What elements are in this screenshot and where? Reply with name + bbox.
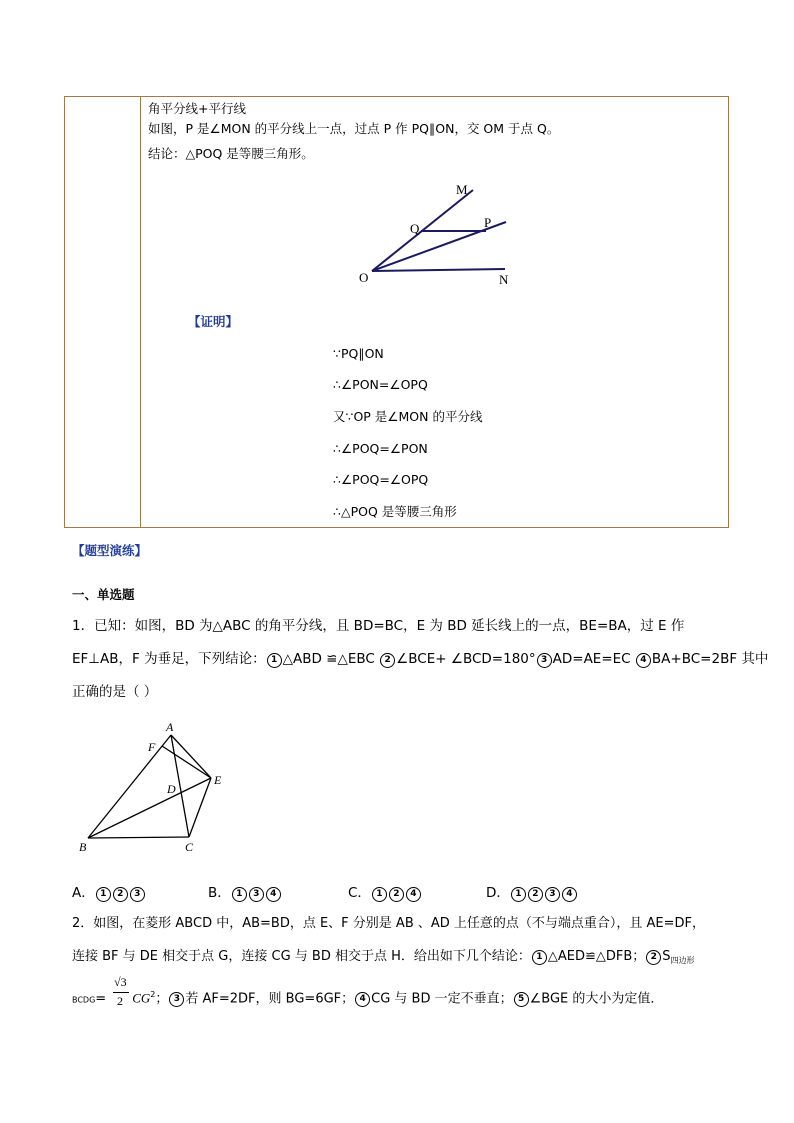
proof-line: ∴∠POQ=∠OPQ — [333, 472, 429, 487]
fraction-denominator: 2 — [117, 994, 123, 1008]
box-conclusion: 结论：△POQ 是等腰三角形。 — [148, 146, 314, 161]
proof-label: 【证明】 — [188, 314, 239, 329]
proof-line: ∴∠POQ=∠PON — [333, 441, 428, 456]
q2-line3: BCDG= $CG^2$； 3 若 AF=2DF，则 BG=6GF； 4 CG 与 BD 一定不垂直； 5 ∠BGE 的大小为定值． — [72, 990, 664, 1007]
label-A: A — [166, 720, 174, 734]
option-d[interactable]: D． 1 2 3 4 — [486, 884, 578, 902]
sqrt-3-numerator: √3 — [114, 975, 127, 989]
option-a[interactable]: A． 1 2 3 — [72, 884, 146, 902]
proof-line: ∴△POQ 是等腰三角形 — [333, 504, 457, 519]
q1-line3: 正确的是（ ） — [72, 684, 158, 700]
fraction-bar — [113, 992, 129, 993]
label-O: O — [359, 270, 369, 285]
proof-line: 又∵OP 是∠MON 的平分线 — [333, 409, 483, 424]
proof-line: ∴∠PON=∠OPQ — [333, 377, 428, 392]
label-M: M — [456, 182, 468, 197]
label-P: P — [484, 215, 492, 230]
proof-line: ∵PQ∥ON — [333, 346, 384, 361]
triangle-figure — [74, 718, 234, 858]
q1-line2: EF⊥AB，F 为垂足，下列结论： 1 △ABD ≌△EBC 2 ∠BCE+ ∠BCD=180° 3 AD=AE=EC 4 BA+BC=2BF 其中 — [72, 651, 769, 667]
part-heading: 一、单选题 — [72, 587, 135, 602]
label-D: D — [167, 782, 176, 796]
label-Q: Q — [410, 221, 420, 236]
label-N: N — [499, 272, 509, 287]
q1-line1: 1．已知：如图，BD 为△ABC 的角平分线，且 BD=BC，E 为 BD 延长线上的一点，BE=BA，过 E 作 — [72, 618, 685, 634]
label-E: E — [214, 773, 222, 787]
label-F: F — [148, 740, 156, 754]
q2-line1: 2．如图，在菱形 ABCD 中，AB=BD，点 E、F 分别是 AB 、AD 上任意的点（不与端点重合），且 AE=DF， — [72, 916, 706, 931]
box-title: 角平分线+平行线 — [148, 101, 246, 116]
section-heading: 【题型演练】 — [72, 543, 148, 558]
box-statement: 如图，P 是∠MON 的平分线上一点，过点 P 作 PQ∥ON，交 OM 于点 Q。 — [148, 121, 560, 136]
label-C: C — [185, 840, 194, 854]
q2-line2: 连接 BF 与 DE 相交于点 G，连接 CG 与 BD 相交于点 H．给出如下几个结论： 1 △AED≌△DFB； 2 $S_{四边形}$ — [72, 949, 695, 965]
label-B: B — [79, 840, 87, 854]
option-c[interactable]: C． 1 2 4 — [348, 884, 422, 902]
column-divider — [140, 97, 141, 527]
option-b[interactable]: B． 1 3 4 — [208, 884, 282, 902]
angle-bisector-figure — [350, 178, 520, 290]
